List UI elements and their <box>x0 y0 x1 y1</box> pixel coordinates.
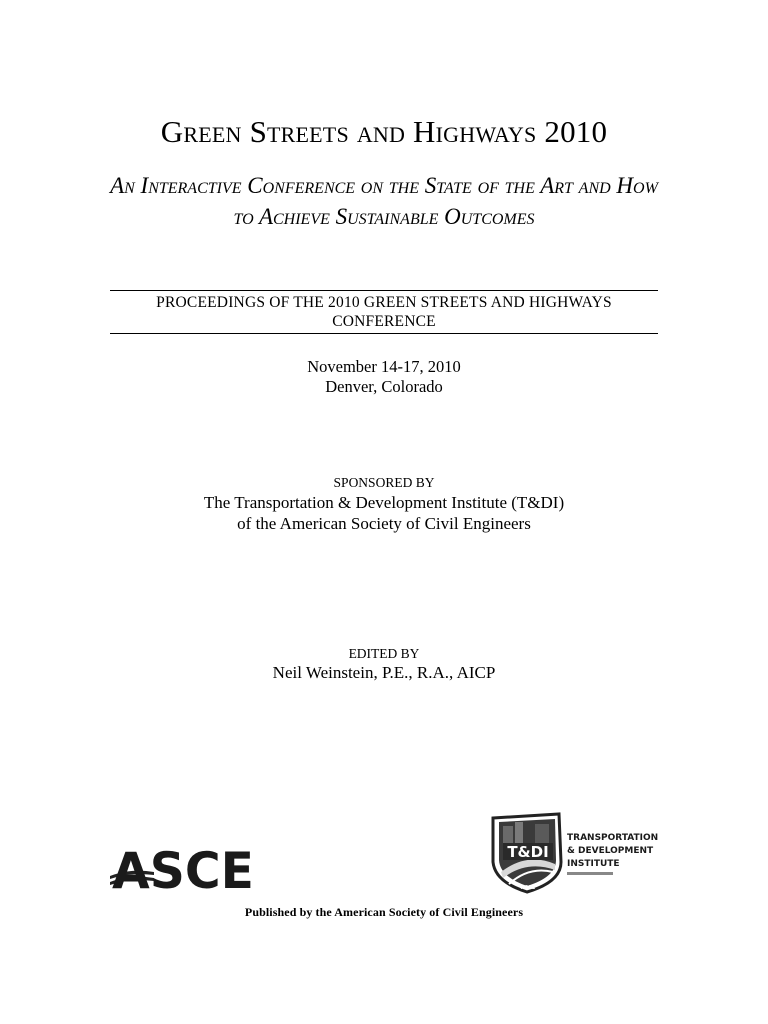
sponsor-line-1: The Transportation & Development Institute (T&DI) <box>203 493 565 512</box>
tdi-logo <box>489 812 659 894</box>
proceedings-line-1: PROCEEDINGS OF THE 2010 GREEN STREETS AND HIGHWAYS <box>156 294 612 311</box>
edited-by-label: EDITED BY <box>348 646 420 661</box>
tdi-badge-text: T&DI <box>507 843 549 861</box>
tdi-name-line-2: & DEVELOPMENT <box>567 846 654 856</box>
editor-name: Neil Weinstein, P.E., R.A., AICP <box>272 663 496 682</box>
proceedings-banner <box>110 290 658 334</box>
tdi-badge-asce: ASCE <box>520 885 536 891</box>
tdi-name-line-3: INSTITUTE <box>567 859 620 869</box>
conference-title: Green Streets and Highways 2010 <box>160 114 608 149</box>
publisher-line: Published by the American Society of Civil Engineers <box>244 905 524 919</box>
tdi-underline <box>567 872 613 875</box>
conference-subtitle: An Interactive Conference on the State of the Art and How to Achieve Sustainable Outcomes <box>110 173 658 229</box>
event-location: Denver, Colorado <box>325 377 443 396</box>
sponsored-by-label: SPONSORED BY <box>333 475 435 490</box>
tdi-name-line-1: TRANSPORTATION <box>567 833 659 843</box>
proceedings-line-2: CONFERENCE <box>332 313 436 330</box>
asce-wordmark: ASCE <box>112 842 254 900</box>
sponsor-line-2: of the American Society of Civil Engineers <box>237 514 531 533</box>
sponsor-block <box>0 492 768 534</box>
event-dates: November 14-17, 2010 <box>307 357 461 376</box>
asce-logo <box>110 842 256 900</box>
event-info <box>0 357 768 397</box>
